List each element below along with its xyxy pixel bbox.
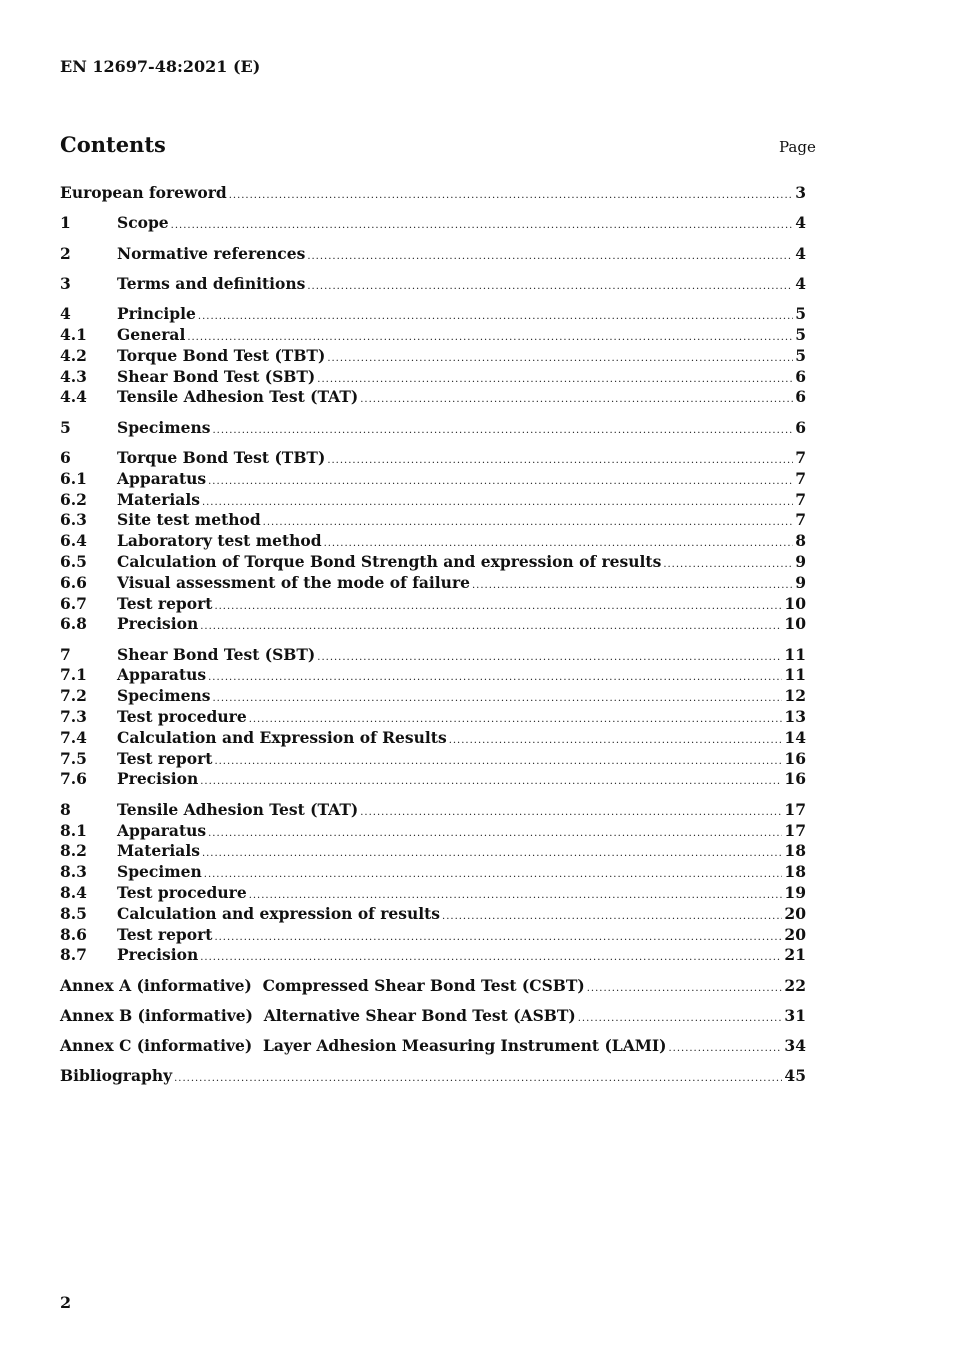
toc-entry-number: 8.7 [60, 945, 87, 965]
toc-entry-title: Annex C (informative) Layer Adhesion Measuring Instrument (LAMI) [60, 1036, 667, 1056]
toc-entry-number: 7.1 [60, 665, 87, 685]
toc-entry-number: 6.7 [60, 593, 87, 613]
toc-entry-number: 7 [60, 644, 71, 664]
dot-leader [208, 668, 782, 689]
toc-entry-number: 7.2 [60, 686, 87, 706]
toc-entry[interactable] [60, 686, 806, 707]
toc-entry[interactable] [60, 707, 806, 728]
toc-entry-page: 18 [784, 841, 806, 861]
toc-entry-number: 4.1 [60, 324, 87, 344]
toc-entry-page: 17 [784, 820, 806, 840]
toc-entry-title: Shear Bond Test (SBT) [117, 644, 316, 664]
dot-leader [202, 493, 793, 514]
toc-entry[interactable] [60, 346, 806, 367]
toc-entry-page: 8 [795, 531, 806, 551]
toc-entry-page: 16 [784, 769, 806, 789]
toc-entry-title: Precision [117, 769, 199, 789]
toc-entry-title: Shear Bond Test (SBT) [117, 366, 316, 386]
toc-entry[interactable] [60, 645, 806, 666]
toc-entry-title: Precision [117, 614, 199, 634]
dot-leader [214, 928, 782, 949]
toc-entry-page: 6 [795, 387, 806, 407]
dot-leader [317, 370, 793, 391]
toc-entry-page: 16 [784, 748, 806, 768]
toc-entry-number: 8.3 [60, 862, 87, 882]
toc-entry-number: 8.6 [60, 924, 87, 944]
toc-entry[interactable] [60, 510, 806, 531]
toc-entry-title: Annex A (informative) Compressed Shear Bond Test (CSBT) [60, 975, 585, 995]
document-id: EN 12697-48:2021 (E) [60, 57, 261, 76]
dot-leader [198, 307, 793, 328]
toc-entry-number: 1 [60, 213, 71, 233]
dot-leader [208, 472, 793, 493]
toc-entry-title: European foreword [60, 183, 227, 202]
toc-entry-title: Visual assessment of the mode of failure [117, 572, 470, 592]
toc-entry[interactable] [60, 945, 806, 966]
dot-leader [200, 772, 782, 793]
dot-leader [307, 247, 793, 268]
toc-entry-page: 6 [795, 417, 806, 437]
toc-entry-page: 9 [795, 551, 806, 571]
toc-entry-title: Torque Bond Test (TBT) [117, 447, 326, 467]
toc-entry-number: 8.5 [60, 903, 87, 923]
toc-entry-number: 5 [60, 417, 71, 437]
toc-entry-title: Specimens [117, 417, 211, 437]
toc-entry[interactable] [60, 976, 806, 997]
toc-entry-title: Materials [117, 841, 200, 861]
toc-entry-number: 7.5 [60, 748, 87, 768]
toc-entry-page: 20 [784, 924, 806, 944]
toc-entry-title: Test procedure [117, 882, 247, 902]
toc-entry[interactable] [60, 183, 806, 204]
dot-leader [214, 597, 782, 618]
toc-entry-number: 3 [60, 273, 71, 293]
toc-entry[interactable] [60, 418, 806, 439]
dot-leader [174, 1069, 782, 1090]
toc-entry-page: 5 [795, 345, 806, 365]
toc-entry-number: 6.4 [60, 531, 87, 551]
toc-entry-title: Terms and definitions [117, 273, 306, 293]
toc-entry-title: Tensile Adhesion Test (TAT) [117, 799, 359, 819]
toc-entry-number: 7.6 [60, 769, 87, 789]
toc-entry[interactable] [60, 925, 806, 946]
toc-entry[interactable] [60, 883, 806, 904]
toc-entry[interactable] [60, 244, 806, 265]
toc-entry[interactable] [60, 862, 806, 883]
dot-leader [202, 844, 782, 865]
toc-entry-page: 22 [784, 975, 806, 995]
toc-entry[interactable] [60, 573, 806, 594]
toc-entry-number: 7.4 [60, 727, 87, 747]
dot-leader [578, 1009, 783, 1030]
toc-entry-number: 8.2 [60, 841, 87, 861]
toc-entry[interactable] [60, 594, 806, 615]
toc-entry-page: 18 [784, 862, 806, 882]
toc-entry-number: 6.2 [60, 489, 87, 509]
toc-entry[interactable] [60, 304, 806, 325]
toc-entry-title: Tensile Adhesion Test (TAT) [117, 387, 359, 407]
toc-entry-page: 4 [795, 243, 806, 263]
toc-entry[interactable] [60, 800, 806, 821]
toc-entry-page: 31 [784, 1005, 806, 1025]
toc-entry[interactable] [60, 274, 806, 295]
toc-entry-number: 8.1 [60, 820, 87, 840]
toc-entry-title: Annex B (informative) Alternative Shear Bond Test (ASBT) [60, 1005, 576, 1025]
toc-entry[interactable] [60, 728, 806, 749]
toc-entry-page: 10 [784, 614, 806, 634]
toc-entry[interactable] [60, 469, 806, 490]
dot-leader [472, 576, 793, 597]
toc-entry-number: 2 [60, 243, 71, 263]
toc-entry-page: 45 [784, 1066, 806, 1086]
toc-entry[interactable] [60, 448, 806, 469]
dot-leader [212, 689, 782, 710]
toc-entry[interactable] [60, 213, 806, 234]
dot-leader [360, 803, 782, 824]
page-column-label: Page [779, 138, 816, 156]
toc-entry[interactable] [60, 490, 806, 511]
toc-entry[interactable] [60, 552, 806, 573]
toc-entry-title: Calculation and expression of results [117, 903, 441, 923]
toc-entry[interactable] [60, 387, 806, 408]
toc-entry-title: Materials [117, 489, 200, 509]
dot-leader [214, 752, 782, 773]
toc-entry-page: 7 [795, 468, 806, 488]
toc-entry-title: Test report [117, 924, 213, 944]
toc-entry[interactable] [60, 1066, 806, 1087]
toc-entry[interactable] [60, 769, 806, 790]
toc-entry-page: 5 [795, 304, 806, 324]
toc-entry-title: Precision [117, 945, 199, 965]
toc-entry-title: Site test method [117, 510, 261, 530]
toc-entry[interactable] [60, 665, 806, 686]
toc-entry-page: 19 [784, 882, 806, 902]
toc-entry-number: 4.2 [60, 345, 87, 365]
toc-entry-page: 14 [784, 727, 806, 747]
dot-leader [442, 907, 782, 928]
toc-entry[interactable] [60, 367, 806, 388]
toc-entry-number: 6 [60, 447, 71, 467]
toc-entry-title: Apparatus [117, 665, 207, 685]
dot-leader [208, 824, 782, 845]
toc-entry-page: 3 [795, 183, 806, 202]
toc-entry-title: General [117, 324, 186, 344]
toc-entry[interactable] [60, 841, 806, 862]
toc-entry[interactable] [60, 614, 806, 635]
dot-leader [663, 555, 793, 576]
toc-entry-number: 6.6 [60, 572, 87, 592]
dot-leader [317, 648, 782, 669]
toc-entry-page: 9 [795, 572, 806, 592]
toc-entry-page: 17 [784, 799, 806, 819]
dot-leader [668, 1039, 782, 1060]
toc-entry-title: Torque Bond Test (TBT) [117, 345, 326, 365]
toc-entry-title: Scope [117, 213, 169, 233]
page-number: 2 [60, 1293, 72, 1312]
toc-entry-number: 6.1 [60, 468, 87, 488]
toc-entry-page: 7 [795, 489, 806, 509]
toc-entry-title: Test report [117, 748, 213, 768]
toc-entry-page: 11 [784, 644, 806, 664]
toc-entry[interactable] [60, 749, 806, 770]
dot-leader [327, 349, 793, 370]
toc-entry-page: 11 [784, 665, 806, 685]
toc-entry[interactable] [60, 325, 806, 346]
toc-entry-title: Principle [117, 304, 196, 324]
toc-entry[interactable] [60, 1036, 806, 1057]
toc-entry-title: Apparatus [117, 468, 207, 488]
toc-entry-page: 34 [784, 1036, 806, 1056]
dot-leader [360, 390, 793, 411]
toc-entry-title: Test report [117, 593, 213, 613]
toc-entry-page: 21 [784, 945, 806, 965]
dot-leader [263, 513, 794, 534]
dot-leader [200, 948, 782, 969]
toc-entry-number: 8 [60, 799, 71, 819]
dot-leader [200, 617, 782, 638]
toc-entry-page: 12 [784, 686, 806, 706]
toc-entry-page: 6 [795, 366, 806, 386]
contents-heading: Contents [60, 132, 166, 157]
toc-entry-number: 4 [60, 304, 71, 324]
toc-entry-page: 10 [784, 593, 806, 613]
toc-entry-title: Normative references [117, 243, 306, 263]
dot-leader [204, 865, 783, 886]
dot-leader [212, 421, 793, 442]
dot-leader [587, 979, 783, 1000]
toc-entry-page: 4 [795, 213, 806, 233]
dot-leader [449, 731, 783, 752]
toc-entry-number: 6.5 [60, 551, 87, 571]
toc-entry-page: 5 [795, 324, 806, 344]
toc-entry[interactable] [60, 1006, 806, 1027]
toc-entry-page: 4 [795, 273, 806, 293]
toc-entry-title: Specimen [117, 862, 202, 882]
toc-entry-title: Specimens [117, 686, 211, 706]
toc-entry-page: 20 [784, 903, 806, 923]
dot-leader [171, 216, 794, 237]
dot-leader [307, 277, 793, 298]
toc-entry-page: 13 [784, 707, 806, 727]
toc-entry-title: Laboratory test method [117, 531, 322, 551]
toc-entry-number: 6.8 [60, 614, 87, 634]
toc-entry-number: 8.4 [60, 882, 87, 902]
toc-entry[interactable] [60, 904, 806, 925]
toc-entry-number: 7.3 [60, 707, 87, 727]
toc-entry-page: 7 [795, 510, 806, 530]
toc-entry-title: Calculation and Expression of Results [117, 727, 447, 747]
table-of-contents [60, 183, 806, 1087]
dot-leader [327, 451, 793, 472]
dot-leader [229, 186, 793, 207]
toc-entry[interactable] [60, 531, 806, 552]
toc-entry-page: 7 [795, 447, 806, 467]
toc-entry-title: Bibliography [60, 1066, 173, 1086]
toc-entry-number: 4.4 [60, 387, 87, 407]
toc-entry-number: 6.3 [60, 510, 87, 530]
toc-entry-title: Calculation of Torque Bond Strength and expression of results [117, 551, 662, 571]
toc-entry-title: Test procedure [117, 707, 247, 727]
toc-entry[interactable] [60, 821, 806, 842]
toc-entry-title: Apparatus [117, 820, 207, 840]
toc-entry-number: 4.3 [60, 366, 87, 386]
